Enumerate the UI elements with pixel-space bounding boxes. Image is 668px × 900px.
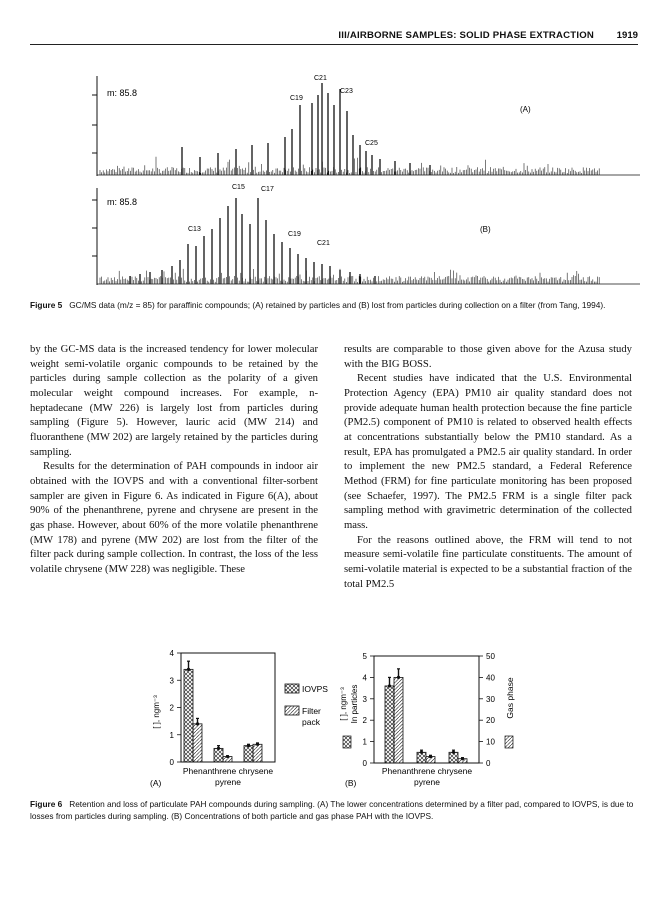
chart-b-ylabel: [ ], ngm⁻³ xyxy=(339,687,348,721)
chart-b-tag: (B) xyxy=(345,778,357,788)
trace-b xyxy=(100,198,599,284)
figure5-caption-label: Figure 5 xyxy=(30,300,63,310)
chart-b-xlabel: Phenanthrene chrysene xyxy=(381,766,473,776)
figure6-caption-label: Figure 6 xyxy=(30,799,63,809)
peak-label-c23-a: C23 xyxy=(340,88,353,95)
paragraph: For the reasons outlined above, the FRM will tend to not measure semi-volatile fine particulate constituents. The amount of semi-volatile material is expected to be a substantial fraction of the total PM2.5 xyxy=(344,534,632,590)
y-tick-label: 2 xyxy=(169,703,174,713)
bar-iovps-chrysene xyxy=(244,746,253,762)
chromatogram-b xyxy=(92,184,640,285)
bar-marker xyxy=(187,668,190,671)
bar-filter-pack-phenanthrene xyxy=(193,724,202,762)
legend-swatch-iovps xyxy=(285,684,299,693)
panel-tag-b: (B) xyxy=(480,225,491,234)
peak-label-c21-a: C21 xyxy=(314,75,327,82)
chart-b-axis xyxy=(363,652,496,768)
bar-filter-pack-chrysene xyxy=(253,744,262,762)
chart-a-axis xyxy=(170,649,181,767)
chart-a-xlabel-2: pyrene xyxy=(215,777,241,787)
y2-tick-label: 20 xyxy=(486,716,495,726)
legend-filter: Filter xyxy=(302,706,321,716)
figure6 xyxy=(0,640,668,800)
y-tick-label: 4 xyxy=(169,649,174,658)
chart-b-right-label: Gas phase xyxy=(505,677,515,719)
bar-marker xyxy=(420,751,423,754)
chart-b-left-swatch xyxy=(343,736,351,748)
paragraph: Results for the determination of PAH compounds in indoor air obtained with the IOVPS and with a conventional filter-sorbent sampler are given in Figure 6. As indicated in Figure 6(A), about 90% of the phenanthrene, pyrene and chrysene are present in the gas phase. However, about 60% of the more volatile phenanthrene (MW 178) and pyrene (MW 202) are lost from the filter of the filter pack during sample collection. In contrast, the loss of the less volatile chrysene (MW 228) was negligible. These xyxy=(30,461,318,575)
y-tick-label: 4 xyxy=(362,673,367,683)
peak-label-c17-b: C17 xyxy=(261,186,274,193)
bar-marker xyxy=(217,747,220,750)
bar-marker xyxy=(247,744,250,747)
figure5 xyxy=(0,0,668,300)
figure6-caption-text: Retention and loss of particulate PAH compounds during sampling. (A) The lower concentrations determined by a filter pad, compared to IOVPS, is due to losses from particles during sampling. (B) Concentrations of both particle and gas phase PAH with the IOVPS. xyxy=(30,799,634,821)
panel-tag-a: (A) xyxy=(520,105,531,114)
legend-filter-2: pack xyxy=(302,717,320,727)
bar-marker xyxy=(461,757,464,760)
bar-marker xyxy=(429,755,432,758)
chart-b-right-swatch xyxy=(505,736,513,748)
bar-marker xyxy=(397,676,400,679)
bar-iovps-pyrene xyxy=(214,748,223,762)
peak-label-c15-b: C15 xyxy=(232,184,245,191)
y-tick-label: 1 xyxy=(169,730,174,740)
legend-swatch-filter xyxy=(285,706,299,715)
trace-a xyxy=(100,83,599,175)
peak-label-c13-b: C13 xyxy=(188,226,201,233)
bar-in-particles-pyrene xyxy=(417,752,426,763)
chart-a-ylabel: [ ], ngm⁻³ xyxy=(152,695,161,729)
y-tick-label: 5 xyxy=(362,652,367,661)
paragraph: Recent studies have indicated that the U.S. Environmental Protection Agency (EPA) PM10 air quality standard does not provide adequate human health protection because the fine particle (PM2.5) component of PM10 is related to observed health effects at concentrations substantially below the PM10 standard. As a result, EPA has promulgated a PM2.5 air quality standard. In order to implement the new PM2.5 standard, a Federal Reference Method (FRM) for fine particulate monitoring has been proposed (see Schaefer, 1997). The PM2.5 FRM is a single filter pack sampling method with gravimetric determination of the collected mass. xyxy=(344,373,632,531)
bar-in-particles-phenanthrene xyxy=(385,686,394,763)
y-tick-label: 2 xyxy=(362,716,367,726)
chart-a-bars xyxy=(184,661,262,762)
legend-iovps: IOVPS xyxy=(302,684,328,694)
peak-label-c21-b: C21 xyxy=(317,240,330,247)
y2-tick-label: 10 xyxy=(486,737,495,747)
bar-in-particles-chrysene xyxy=(449,752,458,763)
figure5-caption-text: GC/MS data (m/z = 85) for paraffinic compounds; (A) retained by particles and (B) lost from particles during collection on a filter (from Tang, 1994). xyxy=(69,300,606,310)
page-number: 1919 xyxy=(616,30,638,41)
y2-tick-label: 30 xyxy=(486,694,495,704)
y2-tick-label: 40 xyxy=(486,673,495,683)
y-tick-label: 1 xyxy=(362,737,367,747)
chart-a xyxy=(150,649,275,788)
figure6-caption xyxy=(30,799,638,822)
chart-b xyxy=(339,652,515,788)
y-tick-label: 0 xyxy=(362,759,367,768)
chart-b-xlabel-2: pyrene xyxy=(414,777,440,787)
y2-tick-label: 0 xyxy=(486,759,491,768)
header-title: III/AIRBORNE SAMPLES: SOLID PHASE EXTRACTION xyxy=(338,30,594,41)
chromatogram-a xyxy=(92,75,640,176)
body-column-right xyxy=(344,343,632,592)
paragraph: by the GC-MS data is the increased tendency for lower molecular weight semi-volatile organic compounds to be retained by the particles during sample collection as the polarity of a given molecular weight compound increases. For example, n-heptadecane (MW 226) is largely lost from particles during sampling (Figure 5). However, lauric acid (MW 214) and fluoranthene (MW 202) are largely retained by the particles during sampling. xyxy=(30,344,318,458)
paragraph: results are comparable to those given above for the Azusa study with the BIG BOSS. xyxy=(344,344,632,370)
chart-b-bars xyxy=(385,669,467,763)
mass-label-a: m: 85.8 xyxy=(107,88,138,98)
y-tick-label: 0 xyxy=(169,758,174,767)
y-tick-label: 3 xyxy=(169,676,174,686)
mass-label-b: m: 85.8 xyxy=(107,197,138,207)
peak-label-c19-a: C19 xyxy=(290,95,303,102)
peak-label-c25-a: C25 xyxy=(365,140,378,147)
body-column-left xyxy=(30,343,318,578)
peak-label-c19-b: C19 xyxy=(288,231,301,238)
bar-marker xyxy=(226,755,229,758)
chart-b-ylabel-2: In particles xyxy=(350,684,359,724)
bar-marker xyxy=(388,684,391,687)
bar-marker xyxy=(256,743,259,746)
bar-gas-phase-phenanthrene xyxy=(394,677,403,763)
chart-a-tag: (A) xyxy=(150,778,162,788)
bar-iovps-phenanthrene xyxy=(184,669,193,762)
figure5-caption xyxy=(30,300,638,312)
bar-marker xyxy=(452,751,455,754)
chart-a-xlabel: Phenanthrene chrysene xyxy=(182,766,274,776)
bar-marker xyxy=(196,722,199,725)
y-tick-label: 3 xyxy=(362,694,367,704)
legend xyxy=(285,684,328,727)
y2-tick-label: 50 xyxy=(486,652,495,661)
